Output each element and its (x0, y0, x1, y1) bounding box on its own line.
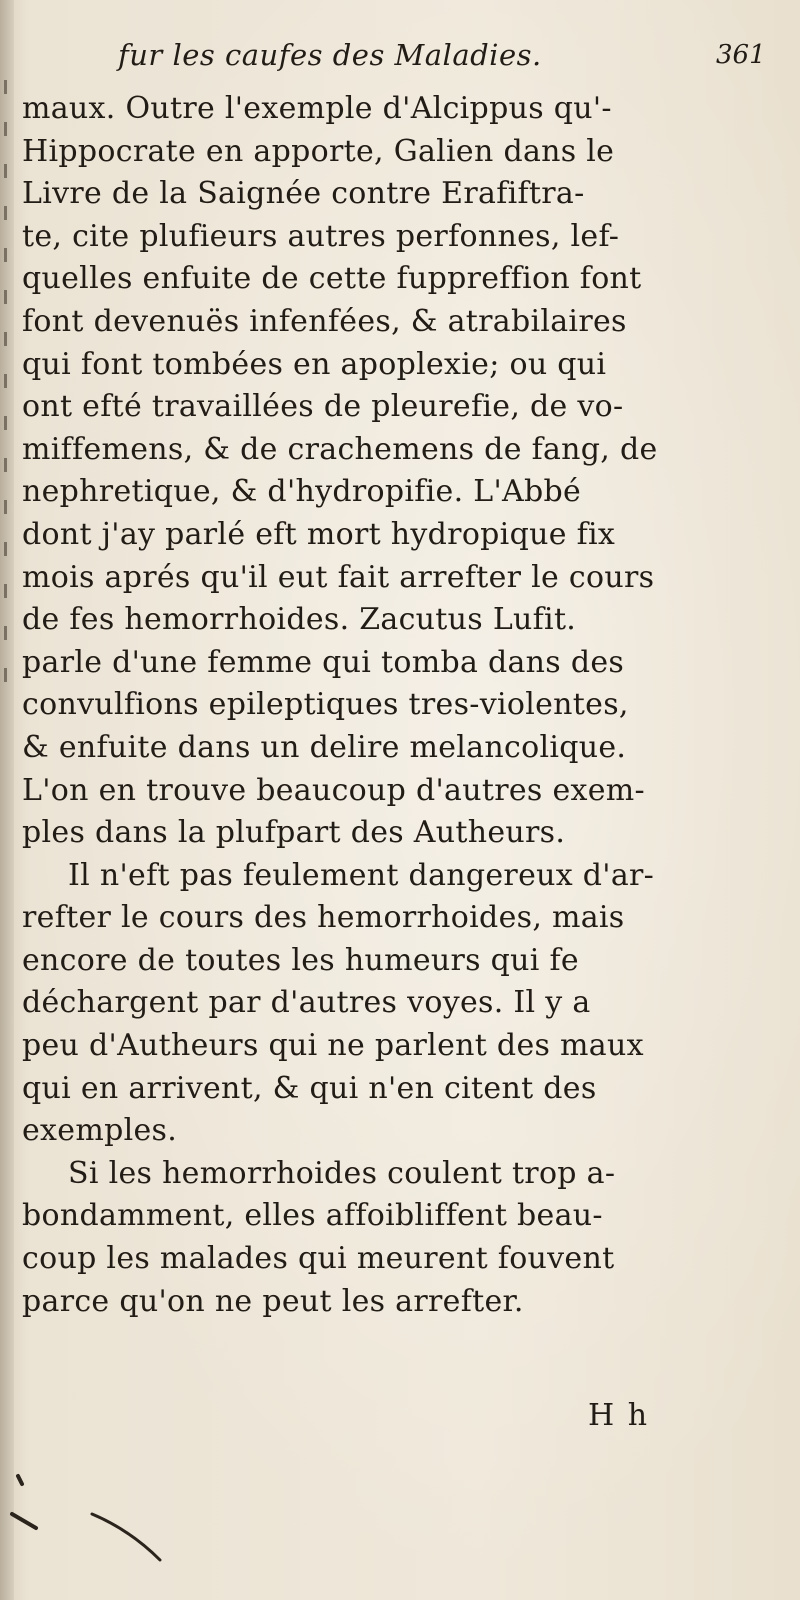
text-line: refter le cours des hemorrhoides, mais (22, 900, 625, 936)
text-line: peu d'Autheurs qui ne parlent des maux (22, 1028, 644, 1064)
text-line: parce qu'on ne peut les arrefter. (22, 1283, 524, 1319)
text-line: miffemens, & de crachemens de fang, de (22, 431, 658, 467)
paragraph-start-line: Il n'eft pas feulement dangereux d'ar- (68, 857, 655, 893)
margin-ink-marks (4, 80, 12, 780)
text-line: bondamment, elles affoibliffent beau- (22, 1198, 603, 1234)
ink-stroke-marks (0, 1470, 260, 1570)
text-line: ples dans la plufpart des Autheurs. (22, 815, 566, 851)
text-line: font devenuës infenfées, & atrabilaires (22, 303, 627, 339)
text-line: qui en arrivent, & qui n'en citent des (22, 1070, 597, 1106)
text-line: ont efté travaillées de pleurefie, de vo- (22, 389, 624, 425)
text-line: exemples. (22, 1113, 178, 1149)
running-head-title: fur les caufes des Maladies. (118, 38, 542, 72)
text-line: parle d'une femme qui tomba dans des (22, 644, 625, 680)
text-line: convulfions epileptiques tres-violentes, (22, 687, 629, 723)
text-line: dont j'ay parlé eft mort hydropique fix (22, 516, 616, 552)
text-line: & enfuite dans un delire melancolique. (22, 729, 627, 765)
text-line: maux. Outre l'exemple d'Alcippus qu'- (22, 91, 612, 126)
text-line: quelles enfuite de cette fuppreffion font (22, 261, 642, 297)
paragraph-start-line: Si les hemorrhoides coulent trop a- (68, 1155, 616, 1191)
text-line: Livre de la Saignée contre Erafiftra- (22, 176, 585, 212)
text-line: te, cite plufieurs autres perfonnes, lef- (22, 218, 620, 254)
page-number: 361 (716, 40, 766, 70)
body-text (22, 88, 762, 1323)
text-line: encore de toutes les humeurs qui fe (22, 942, 579, 978)
text-line: mois aprés qu'il eut fait arrefter le cours (22, 559, 655, 595)
running-head (0, 38, 800, 82)
text-line: qui font tombées en apoplexie; ou qui (22, 346, 607, 382)
text-line: L'on en trouve beaucoup d'autres exem- (22, 772, 645, 808)
text-line: coup les malades qui meurent fouvent (22, 1241, 615, 1277)
text-line: Hippocrate en apporte, Galien dans le (22, 133, 615, 169)
text-line: de fes hemorrhoides. Zacutus Lufit. (22, 602, 577, 638)
catchword: H h (588, 1398, 650, 1433)
text-line: nephretique, & d'hydropifie. L'Abbé (22, 474, 582, 510)
text-line: déchargent par d'autres voyes. Il y a (22, 985, 591, 1021)
